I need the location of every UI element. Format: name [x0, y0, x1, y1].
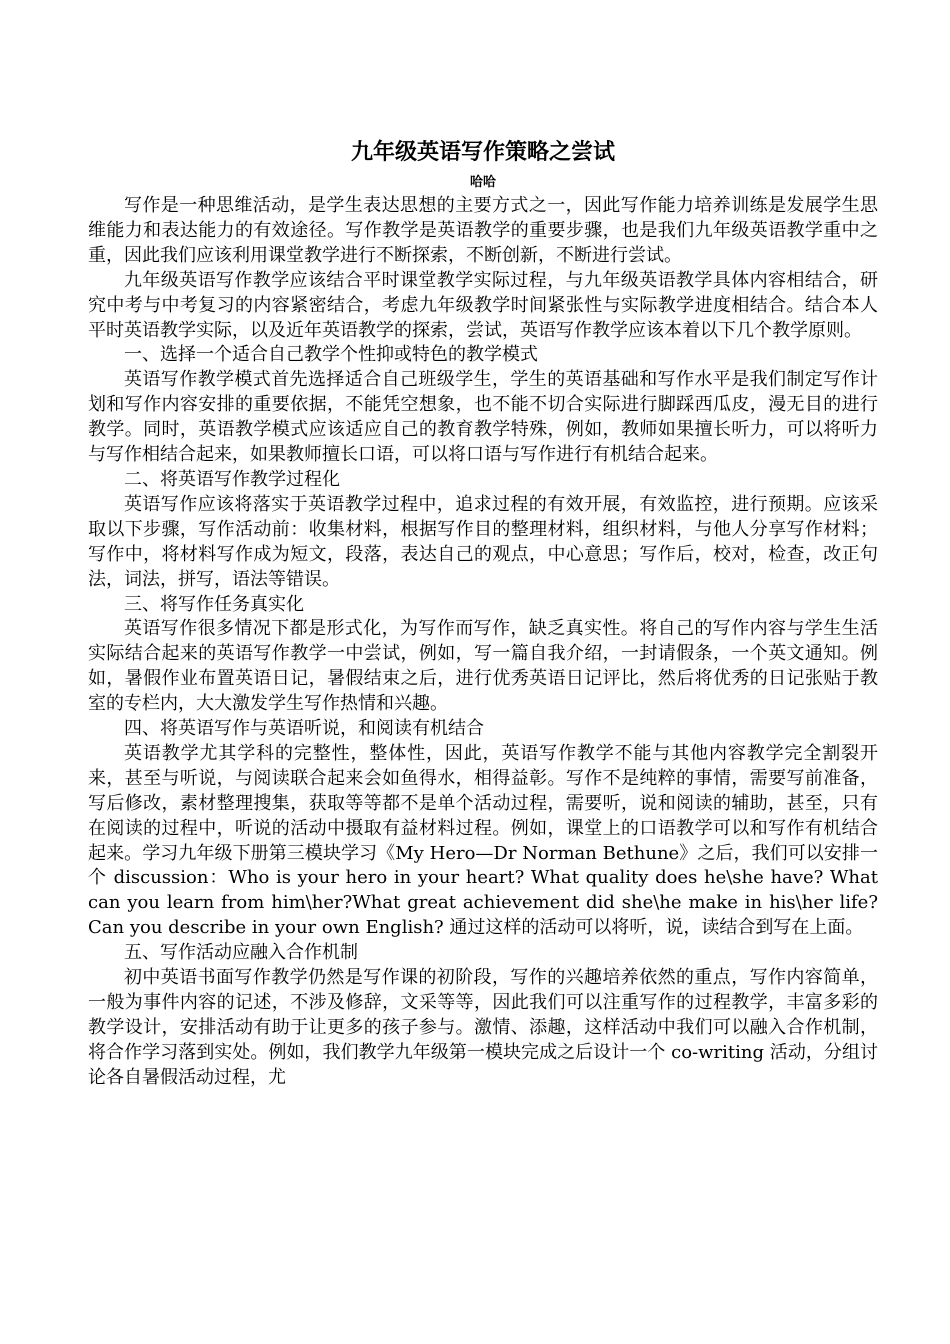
document-page [88, 132, 878, 1091]
paragraph-intro: 写作是一种思维活动，是学生表达思想的主要方式之一，因此写作能力培养训练是发展学生思维能力和表达能力的有效途径。写作教学是英语教学的重要步骤，也是我们九年级英语教学重中之重，因此我们应该利用课堂教学进行不断探索，不断创新，不断进行尝试。 [88, 195, 878, 266]
section-heading-4: 四、将英语写作与英语听说，和阅读有机结合 [124, 718, 484, 740]
section-heading-2: 二、将英语写作教学过程化 [124, 468, 340, 490]
paragraph-section-3: 英语写作很多情况下都是形式化，为写作而写作，缺乏真实性。将自己的写作内容与学生生活实际结合起来的英语写作教学一中尝试，例如，写一篇自我介绍，一封请假条，一个英文通知。例如，暑假作业布置英语日记，暑假结束之后，进行优秀英语日记评比，然后将优秀的日记张贴于教室的专栏内，大大激发学生写作热情和兴趣。 [88, 618, 878, 715]
paragraph-section-5: 初中英语书面写作教学仍然是写作课的初阶段，写作的兴趣培养依然的重点，写作内容简单，一般为事件内容的记述，不涉及修辞，文采等等，因此我们可以注重写作的过程教学，丰富多彩的教学设计，安排活动有助于让更多的孩子参与。激情、添趣，这样活动中我们可以融入合作机制，将合作学习落到实处。例如，我们教学九年级第一模块完成之后设计一个 co-writing 活动，分组讨论各自暑假活动过程，尤 [88, 967, 878, 1088]
section-heading-3: 三、将写作任务真实化 [124, 593, 304, 615]
paragraph-section-4: 英语教学尤其学科的完整性，整体性，因此，英语写作教学不能与其他内容教学完全割裂开来，甚至与听说，与阅读联合起来会如鱼得水，相得益彰。写作不是纯粹的事情，需要写前准备，写后修改，素材整理搜集，获取等等都不是单个活动过程，需要听，说和阅读的辅助，甚至，只有在阅读的过程中，听说的活动中摄取有益材料过程。例如，课堂上的口语教学可以和写作有机结合起来。学习九年级下册第三模块学习《My Hero—Dr Norman Bethune》之后，我们可以安排一个 discussion：Who is your hero in your heart? What quality does he\she have? What can you learn from him\her?What great achievement did she\he make in his\her life? Can you describe in your own English? 通过这样的活动可以将听，说，读结合到写在上面。 [88, 742, 878, 939]
document-title: 九年级英语写作策略之尝试 [350, 139, 615, 165]
paragraph-section-1: 英语写作教学模式首先选择适合自己班级学生，学生的英语基础和写作水平是我们制定写作计划和写作内容安排的重要依据，不能凭空想象，也不能不切合实际进行脚踩西瓜皮，漫无目的进行教学。同时，英语教学模式应该适应自己的教育教学特殊，例如，教师如果擅长听力，可以将听力与写作相结合起来，如果教师擅长口语，可以将口语与写作进行有机结合起来。 [88, 369, 878, 466]
paragraph-principles: 九年级英语写作教学应该结合平时课堂教学实际过程，与九年级英语教学具体内容相结合，研究中考与中考复习的内容紧密结合，考虑九年级教学时间紧张性与实际教学进度相结合。结合本人平时英语教学实际，以及近年英语教学的探索，尝试，英语写作教学应该本着以下几个教学原则。 [88, 269, 878, 341]
paragraph-section-2: 英语写作应该将落实于英语教学过程中，追求过程的有效开展，有效监控，进行预期。应该采取以下步骤，写作活动前：收集材料，根据写作目的整理材料，组织材料，与他人分享写作材料；写作中，将材料写作成为短文，段落，表达自己的观点，中心意思；写作后，校对，检查，改正句法，词法，拼写，语法等错误。 [88, 493, 878, 590]
document-author: 哈哈 [469, 175, 496, 190]
section-heading-5: 五、写作活动应融入合作机制 [124, 942, 358, 964]
document-body [88, 194, 878, 1091]
section-heading-1: 一、选择一个适合自己教学个性抑或特色的教学模式 [124, 344, 538, 366]
